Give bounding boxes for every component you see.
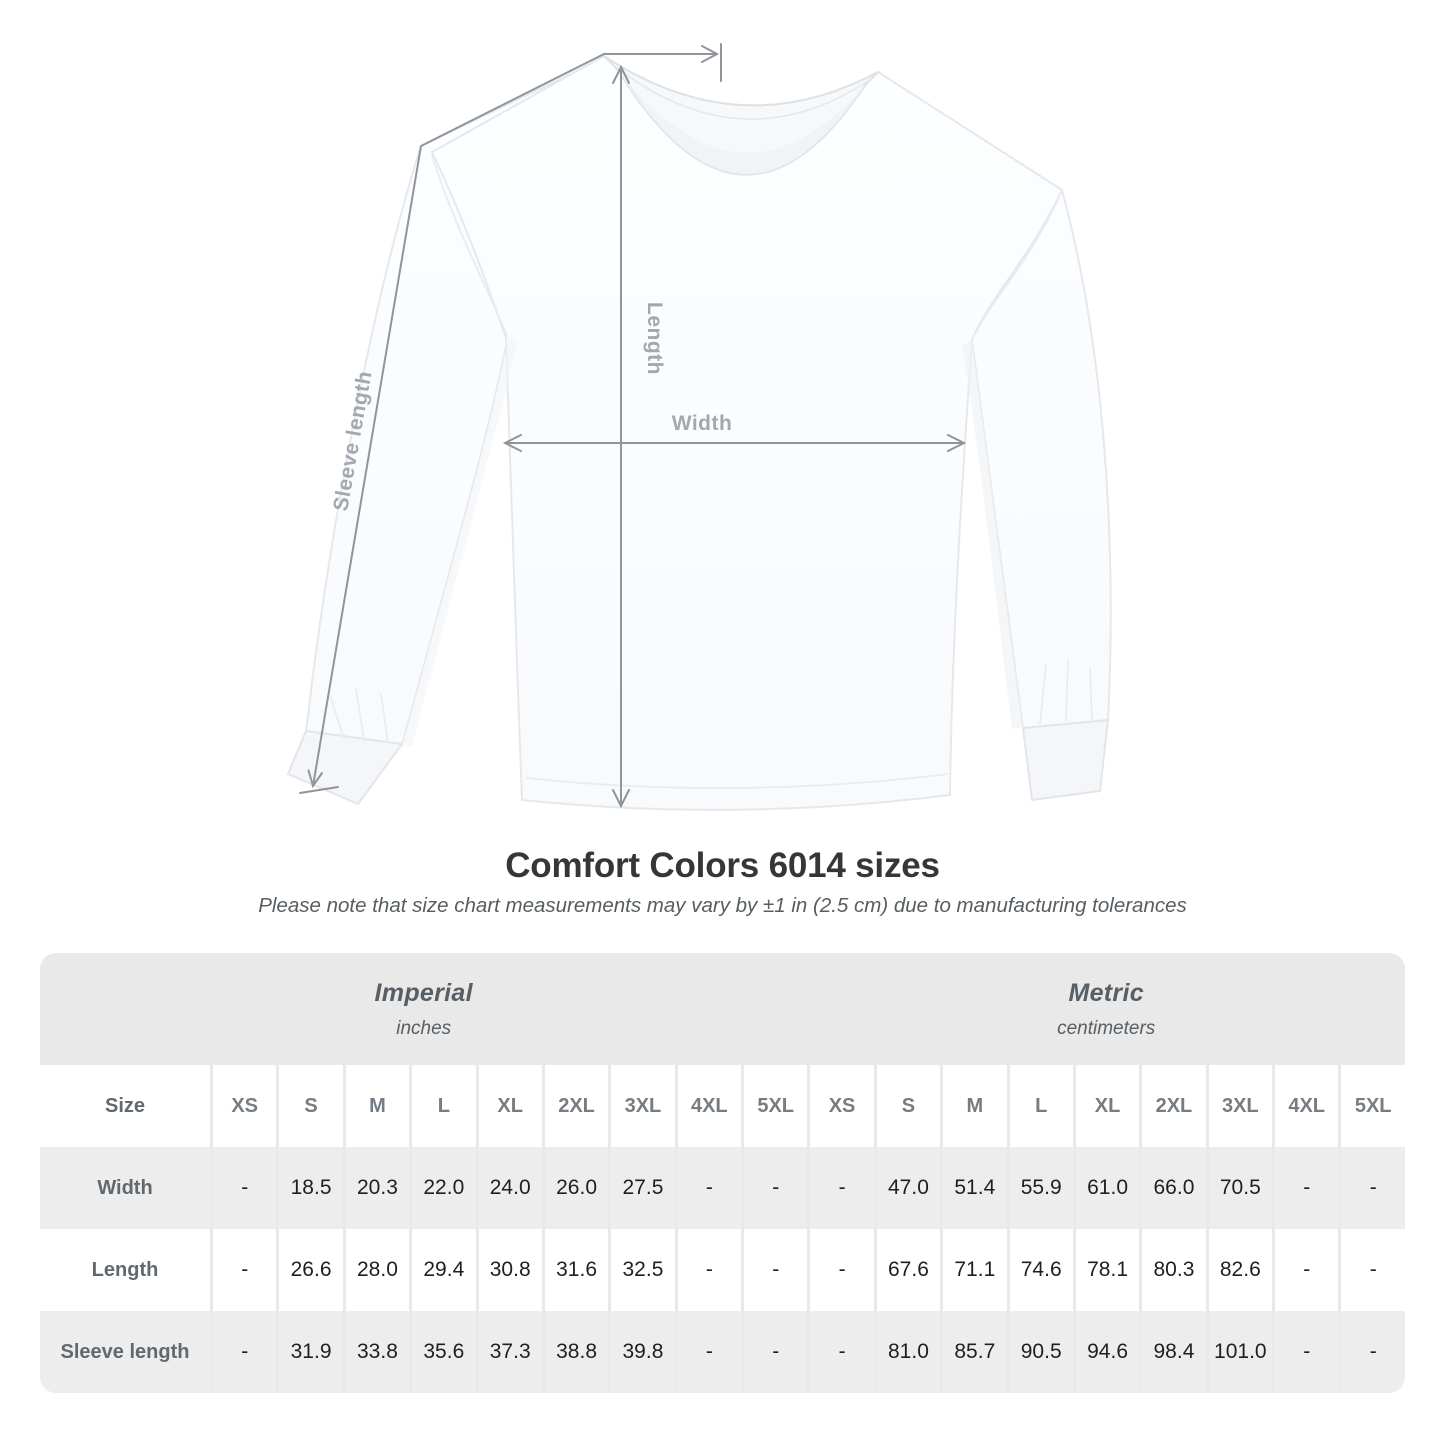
size-header-cell: M	[343, 1065, 409, 1147]
value-cell: -	[741, 1311, 807, 1393]
value-cell: 24.0	[476, 1147, 542, 1229]
value-cell: 20.3	[343, 1147, 409, 1229]
value-cell: 26.6	[276, 1229, 342, 1311]
value-cell: 31.6	[542, 1229, 608, 1311]
value-cell: 33.8	[343, 1311, 409, 1393]
value-cell: -	[1338, 1311, 1405, 1393]
value-cell: 90.5	[1007, 1311, 1073, 1393]
size-header-cell: S	[276, 1065, 342, 1147]
size-header-cell: 4XL	[675, 1065, 741, 1147]
value-cell: -	[1272, 1229, 1338, 1311]
value-cell: 51.4	[940, 1147, 1006, 1229]
value-cell: 101.0	[1206, 1311, 1272, 1393]
size-header-cell: M	[940, 1065, 1006, 1147]
value-cell: -	[807, 1147, 873, 1229]
value-cell: 32.5	[608, 1229, 674, 1311]
size-header-cell: 5XL	[741, 1065, 807, 1147]
value-cell: 38.8	[542, 1311, 608, 1393]
page-title: Comfort Colors 6014 sizes	[505, 846, 940, 885]
value-cell: -	[807, 1229, 873, 1311]
value-cell: 81.0	[874, 1311, 940, 1393]
imperial-header-cell	[40, 953, 807, 1065]
size-header-cell: XS	[210, 1065, 276, 1147]
value-cell: -	[807, 1311, 873, 1393]
size-chart-table	[40, 953, 1405, 1393]
value-cell: 71.1	[940, 1229, 1006, 1311]
value-cell: 28.0	[343, 1229, 409, 1311]
value-cell: -	[1338, 1147, 1405, 1229]
value-cell: 26.0	[542, 1147, 608, 1229]
size-header-cell: L	[409, 1065, 475, 1147]
value-cell: 80.3	[1139, 1229, 1205, 1311]
value-cell: 18.5	[276, 1147, 342, 1229]
width-row	[40, 1147, 1405, 1229]
value-cell: -	[210, 1147, 276, 1229]
size-header-row	[40, 1065, 1405, 1147]
value-cell: 78.1	[1073, 1229, 1139, 1311]
tolerance-note: Please note that size chart measurements may vary by ±1 in (2.5 cm) due to manufacturing tolerances	[258, 894, 1187, 917]
row-label: Length	[40, 1229, 210, 1311]
metric-unit: centimeters	[1057, 1017, 1156, 1039]
sleeve-length-row	[40, 1311, 1405, 1393]
value-cell: 31.9	[276, 1311, 342, 1393]
size-header-cell: XL	[476, 1065, 542, 1147]
value-cell: 27.5	[608, 1147, 674, 1229]
size-header-cell: 3XL	[1206, 1065, 1272, 1147]
value-cell: 47.0	[874, 1147, 940, 1229]
unit-header-row	[40, 953, 1405, 1065]
value-cell: 74.6	[1007, 1229, 1073, 1311]
value-cell: 22.0	[409, 1147, 475, 1229]
value-cell: -	[1272, 1311, 1338, 1393]
value-cell: -	[675, 1147, 741, 1229]
row-label: Width	[40, 1147, 210, 1229]
value-cell: -	[210, 1311, 276, 1393]
value-cell: 35.6	[409, 1311, 475, 1393]
size-header-cell: 4XL	[1272, 1065, 1338, 1147]
value-cell: 82.6	[1206, 1229, 1272, 1311]
value-cell: -	[210, 1229, 276, 1311]
size-header-cell: 3XL	[608, 1065, 674, 1147]
imperial-title: Imperial	[374, 978, 473, 1007]
value-cell: -	[1272, 1147, 1338, 1229]
metric-title: Metric	[1068, 978, 1144, 1007]
value-cell: 70.5	[1206, 1147, 1272, 1229]
value-cell: 98.4	[1139, 1311, 1205, 1393]
size-header-cell: 2XL	[542, 1065, 608, 1147]
value-cell: 30.8	[476, 1229, 542, 1311]
size-header-cell: 5XL	[1338, 1065, 1405, 1147]
value-cell: -	[1338, 1229, 1405, 1311]
value-cell: -	[675, 1229, 741, 1311]
size-header-cell: XL	[1073, 1065, 1139, 1147]
value-cell: -	[741, 1147, 807, 1229]
value-cell: 39.8	[608, 1311, 674, 1393]
shirt-right-cuff	[1023, 720, 1108, 800]
value-cell: 37.3	[476, 1311, 542, 1393]
size-header-cell: L	[1007, 1065, 1073, 1147]
metric-header-cell	[807, 953, 1405, 1065]
size-header-cell: XS	[807, 1065, 873, 1147]
value-cell: 66.0	[1139, 1147, 1205, 1229]
value-cell: 61.0	[1073, 1147, 1139, 1229]
value-cell: 85.7	[940, 1311, 1006, 1393]
value-cell: 94.6	[1073, 1311, 1139, 1393]
value-cell: 67.6	[874, 1229, 940, 1311]
size-column-header: Size	[40, 1065, 210, 1147]
sleeve-length-label: Sleeve length	[329, 369, 377, 513]
width-label: Width	[671, 412, 733, 435]
row-label: Sleeve length	[40, 1311, 210, 1393]
value-cell: 55.9	[1007, 1147, 1073, 1229]
length-row	[40, 1229, 1405, 1311]
imperial-unit: inches	[396, 1017, 452, 1039]
value-cell: -	[675, 1311, 741, 1393]
size-header-cell: 2XL	[1139, 1065, 1205, 1147]
length-label: Length	[643, 302, 666, 375]
value-cell: 29.4	[409, 1229, 475, 1311]
size-header-cell: S	[874, 1065, 940, 1147]
value-cell: -	[741, 1229, 807, 1311]
